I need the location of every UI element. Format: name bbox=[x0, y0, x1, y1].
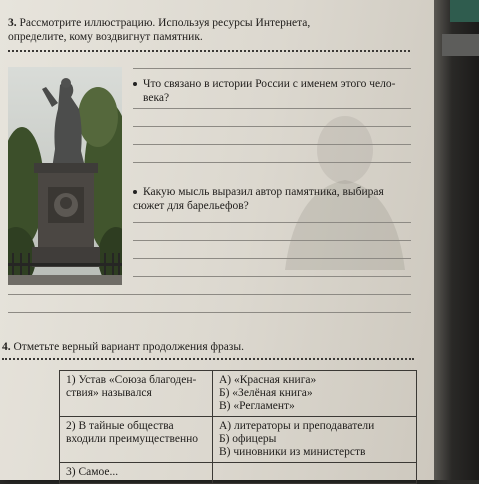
task4-divider bbox=[2, 358, 414, 360]
question-text: 1) Устав «Союза благоден- bbox=[66, 374, 197, 386]
book-spine-edge bbox=[434, 0, 479, 480]
option-a[interactable]: А) литераторы и преподаватели bbox=[219, 420, 375, 432]
question-2-line2: сюжет для барельефов? bbox=[133, 200, 249, 212]
answer-line bbox=[133, 240, 411, 241]
question-text: ствия» назывался bbox=[66, 387, 152, 399]
answer-line bbox=[8, 294, 411, 295]
page-tab-grey bbox=[442, 34, 479, 56]
question-1 bbox=[133, 78, 395, 91]
table-row bbox=[60, 417, 417, 463]
option-c[interactable]: В) чиновники из министерств bbox=[219, 446, 366, 458]
question-cell bbox=[60, 417, 213, 463]
bullet-icon bbox=[133, 190, 137, 194]
task3-line1 bbox=[8, 17, 310, 30]
task4-heading bbox=[2, 341, 244, 354]
question-text: 2) В тайные общества bbox=[66, 420, 174, 432]
question-1-line2: века? bbox=[143, 92, 170, 104]
table-row bbox=[60, 463, 417, 484]
monument-photo bbox=[8, 67, 122, 285]
answer-line bbox=[133, 162, 411, 163]
question-2-line1: Какую мысль выразил автор памятника, выбирая bbox=[143, 186, 384, 198]
options-cell bbox=[213, 417, 417, 463]
option-b[interactable]: Б) офицеры bbox=[219, 433, 277, 445]
answer-table bbox=[59, 370, 417, 484]
question-text: входили преимущественно bbox=[66, 433, 199, 445]
answer-line bbox=[133, 276, 411, 277]
table-row bbox=[60, 371, 417, 417]
page-tab-green bbox=[450, 0, 479, 22]
question-cell bbox=[60, 463, 213, 484]
answer-line bbox=[133, 144, 411, 145]
answer-line bbox=[133, 222, 411, 223]
task3-line2: определите, кому воздвигнут памятник. bbox=[8, 31, 203, 43]
task4-number: 4. bbox=[2, 341, 11, 353]
answer-line bbox=[133, 258, 411, 259]
option-b[interactable]: Б) «Зелёная книга» bbox=[219, 387, 313, 399]
answer-line bbox=[133, 108, 411, 109]
task3-divider bbox=[8, 50, 410, 52]
options-cell bbox=[213, 463, 417, 484]
task3-number: 3. bbox=[8, 17, 17, 29]
question-cell bbox=[60, 371, 213, 417]
option-a[interactable]: А) «Красная книга» bbox=[219, 374, 317, 386]
answer-line bbox=[133, 126, 411, 127]
answer-line bbox=[8, 312, 411, 313]
answer-line bbox=[133, 68, 411, 69]
task4-text: Отметьте верный вариант продолжения фразы. bbox=[13, 341, 244, 353]
option-c[interactable]: В) «Регламент» bbox=[219, 400, 295, 412]
question-1-line1: Что связано в истории России с именем этого чело- bbox=[143, 78, 396, 90]
options-cell bbox=[213, 371, 417, 417]
question-2 bbox=[133, 186, 384, 199]
question-text: 3) Самое... bbox=[66, 466, 119, 478]
task3-text: Рассмотрите иллюстрацию. Используя ресурсы Интернета, bbox=[19, 17, 311, 29]
bullet-icon bbox=[133, 82, 137, 86]
